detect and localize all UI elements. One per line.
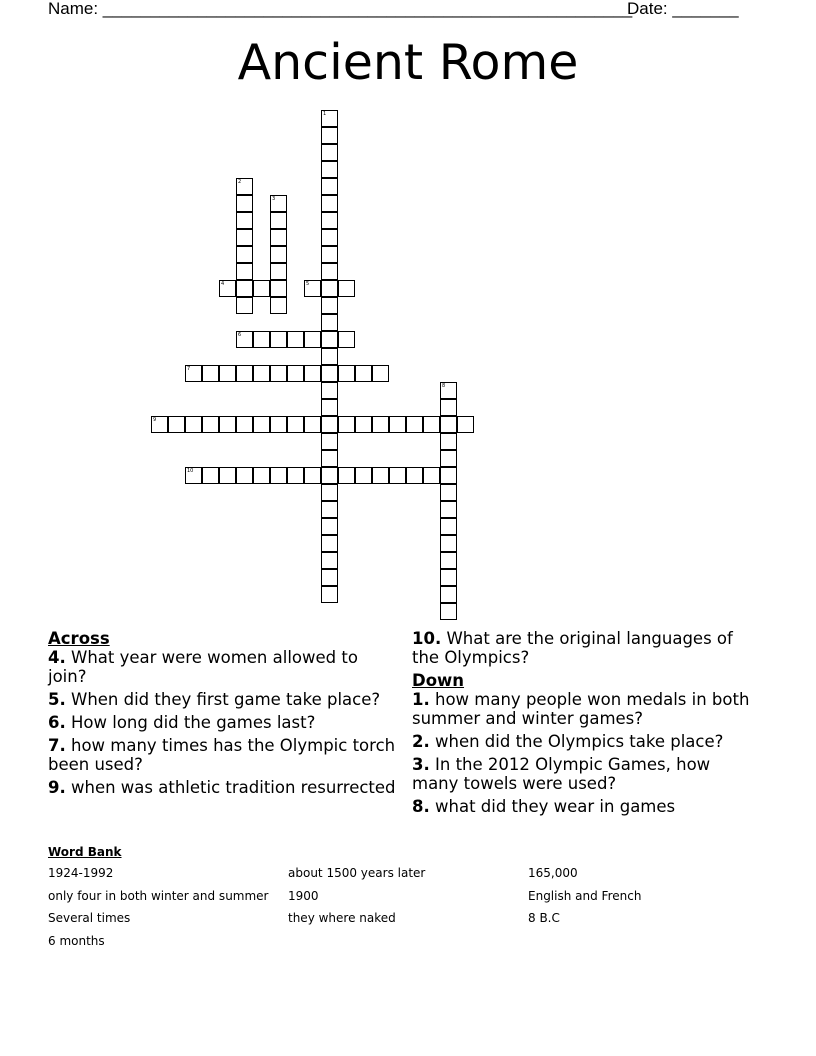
crossword-cell[interactable] bbox=[304, 416, 321, 433]
crossword-cell[interactable] bbox=[355, 467, 372, 484]
crossword-cell[interactable] bbox=[304, 365, 321, 382]
crossword-cell[interactable] bbox=[270, 195, 287, 212]
crossword-cell[interactable] bbox=[321, 195, 338, 212]
crossword-cell[interactable] bbox=[355, 416, 372, 433]
crossword-cell[interactable] bbox=[202, 416, 219, 433]
crossword-cell[interactable] bbox=[321, 331, 338, 348]
crossword-cell[interactable] bbox=[321, 535, 338, 552]
crossword-cell[interactable] bbox=[440, 416, 457, 433]
crossword-cell[interactable] bbox=[440, 552, 457, 569]
word-bank-item: 1900 bbox=[288, 889, 319, 903]
word-bank-item: 165,000 bbox=[528, 866, 578, 880]
crossword-cell[interactable] bbox=[355, 365, 372, 382]
crossword-cell[interactable] bbox=[440, 382, 457, 399]
word-bank-item: 8 B.C bbox=[528, 911, 560, 925]
crossword-cell[interactable] bbox=[270, 229, 287, 246]
crossword-cell[interactable] bbox=[338, 280, 355, 297]
clue-down-8 bbox=[412, 797, 752, 816]
crossword-cell[interactable] bbox=[287, 467, 304, 484]
crossword-cell[interactable] bbox=[372, 416, 389, 433]
crossword-cell[interactable] bbox=[219, 416, 236, 433]
crossword-cell[interactable] bbox=[338, 331, 355, 348]
clue-across-10 bbox=[412, 629, 752, 667]
crossword-cell[interactable] bbox=[406, 467, 423, 484]
crossword-cell[interactable] bbox=[202, 467, 219, 484]
crossword-cell[interactable] bbox=[423, 416, 440, 433]
clue-number: 6. bbox=[48, 713, 66, 732]
crossword-cell[interactable] bbox=[236, 297, 253, 314]
crossword-cell[interactable] bbox=[270, 467, 287, 484]
crossword-cell[interactable] bbox=[236, 229, 253, 246]
crossword-cell[interactable] bbox=[321, 467, 338, 484]
crossword-cell[interactable] bbox=[321, 280, 338, 297]
word-bank-item: English and French bbox=[528, 889, 642, 903]
crossword-cell[interactable] bbox=[440, 501, 457, 518]
crossword-cell[interactable] bbox=[202, 365, 219, 382]
clue-text: how many times has the Olympic torch been used? bbox=[48, 736, 396, 774]
cell-number: 5 bbox=[306, 281, 310, 287]
crossword-cell[interactable] bbox=[270, 331, 287, 348]
crossword-cell[interactable] bbox=[236, 212, 253, 229]
clue-number: 10. bbox=[412, 629, 442, 648]
crossword-cell[interactable] bbox=[185, 365, 202, 382]
clue-text: when did the Olympics take place? bbox=[435, 732, 724, 751]
crossword-cell[interactable] bbox=[219, 467, 236, 484]
cell-number: 9 bbox=[153, 417, 157, 423]
crossword-cell[interactable] bbox=[321, 144, 338, 161]
clue-across-5 bbox=[48, 690, 398, 709]
crossword-cell[interactable] bbox=[321, 365, 338, 382]
crossword-cell[interactable] bbox=[457, 416, 474, 433]
crossword-cell[interactable] bbox=[406, 416, 423, 433]
crossword-cell[interactable] bbox=[253, 331, 270, 348]
crossword-cell[interactable] bbox=[270, 263, 287, 280]
crossword-cell[interactable] bbox=[236, 467, 253, 484]
crossword-cell[interactable] bbox=[185, 416, 202, 433]
crossword-cell[interactable] bbox=[270, 297, 287, 314]
crossword-cell[interactable] bbox=[236, 195, 253, 212]
crossword-cell[interactable] bbox=[321, 552, 338, 569]
clue-across-4 bbox=[48, 648, 398, 686]
crossword-cell[interactable] bbox=[321, 314, 338, 331]
clue-text: How long did the games last? bbox=[71, 713, 316, 732]
crossword-cell[interactable] bbox=[304, 280, 321, 297]
crossword-cell[interactable] bbox=[236, 263, 253, 280]
crossword-cell[interactable] bbox=[321, 399, 338, 416]
down-heading: Down bbox=[412, 671, 465, 690]
crossword-cell[interactable] bbox=[321, 161, 338, 178]
clue-number: 2. bbox=[412, 732, 430, 751]
crossword-cell[interactable] bbox=[185, 467, 202, 484]
crossword-cell[interactable] bbox=[321, 518, 338, 535]
clue-text: what did they wear in games bbox=[435, 797, 676, 816]
crossword-cell[interactable] bbox=[321, 484, 338, 501]
clue-down-2 bbox=[412, 732, 752, 751]
crossword-cell[interactable] bbox=[236, 365, 253, 382]
cell-number: 4 bbox=[221, 281, 225, 287]
page-title: Ancient Rome bbox=[237, 34, 579, 91]
crossword-cell[interactable] bbox=[440, 603, 457, 620]
clue-number: 4. bbox=[48, 648, 66, 667]
crossword-cell[interactable] bbox=[321, 297, 338, 314]
clue-number: 8. bbox=[412, 797, 430, 816]
crossword-cell[interactable] bbox=[440, 518, 457, 535]
crossword-cell[interactable] bbox=[423, 467, 440, 484]
crossword-cell[interactable] bbox=[321, 246, 338, 263]
clue-down-3 bbox=[412, 755, 752, 793]
crossword-cell[interactable] bbox=[440, 433, 457, 450]
crossword-cell[interactable] bbox=[440, 484, 457, 501]
cell-number: 10 bbox=[187, 468, 194, 474]
name-field: Name: ________________________________________________________ bbox=[48, 0, 633, 18]
cell-number: 2 bbox=[238, 179, 242, 185]
word-bank-item: 6 months bbox=[48, 934, 105, 948]
crossword-cell[interactable] bbox=[338, 416, 355, 433]
crossword-cell[interactable] bbox=[440, 586, 457, 603]
clue-text: how many people won medals in both summer and winter games? bbox=[412, 690, 750, 728]
crossword-cell[interactable] bbox=[270, 416, 287, 433]
word-bank-item: only four in both winter and summer bbox=[48, 889, 269, 903]
crossword-cell[interactable] bbox=[321, 212, 338, 229]
clues-left-column bbox=[48, 629, 398, 801]
crossword-cell[interactable] bbox=[151, 416, 168, 433]
word-bank-item: about 1500 years later bbox=[288, 866, 426, 880]
clue-text: In the 2012 Olympic Games, how many towels were used? bbox=[412, 755, 711, 793]
cell-number: 8 bbox=[442, 383, 446, 389]
across-heading: Across bbox=[48, 629, 110, 648]
crossword-cell[interactable] bbox=[338, 365, 355, 382]
word-bank-item: 1924-1992 bbox=[48, 866, 114, 880]
crossword-cell[interactable] bbox=[253, 280, 270, 297]
cell-number: 7 bbox=[187, 366, 191, 372]
crossword-cell[interactable] bbox=[389, 467, 406, 484]
crossword-cell[interactable] bbox=[253, 416, 270, 433]
clue-number: 7. bbox=[48, 736, 66, 755]
word-bank-title: Word Bank bbox=[48, 845, 122, 859]
crossword-cell[interactable] bbox=[338, 467, 355, 484]
crossword-cell[interactable] bbox=[321, 127, 338, 144]
clue-number: 5. bbox=[48, 690, 66, 709]
crossword-cell[interactable] bbox=[304, 331, 321, 348]
crossword-cell[interactable] bbox=[321, 450, 338, 467]
crossword-cell[interactable] bbox=[219, 280, 236, 297]
crossword-cell[interactable] bbox=[321, 178, 338, 195]
crossword-cell[interactable] bbox=[321, 110, 338, 127]
crossword-cell[interactable] bbox=[253, 467, 270, 484]
crossword-cell[interactable] bbox=[372, 365, 389, 382]
crossword-cell[interactable] bbox=[321, 569, 338, 586]
crossword-cell[interactable] bbox=[389, 416, 406, 433]
cell-number: 6 bbox=[238, 332, 242, 338]
crossword-cell[interactable] bbox=[440, 399, 457, 416]
crossword-cell[interactable] bbox=[236, 246, 253, 263]
crossword-cell[interactable] bbox=[236, 178, 253, 195]
clues-right-column bbox=[412, 629, 752, 820]
crossword-cell[interactable] bbox=[236, 416, 253, 433]
clue-across-7 bbox=[48, 736, 398, 774]
crossword-cell[interactable] bbox=[168, 416, 185, 433]
word-bank-item: Several times bbox=[48, 911, 131, 925]
crossword-cell[interactable] bbox=[236, 331, 253, 348]
crossword-cell[interactable] bbox=[270, 365, 287, 382]
clue-across-6 bbox=[48, 713, 398, 732]
crossword-cell[interactable] bbox=[270, 246, 287, 263]
crossword-cell[interactable] bbox=[440, 450, 457, 467]
crossword-cell[interactable] bbox=[321, 501, 338, 518]
crossword-cell[interactable] bbox=[372, 467, 389, 484]
crossword-cell[interactable] bbox=[321, 586, 338, 603]
crossword-cell[interactable] bbox=[304, 467, 321, 484]
clue-text: What year were women allowed to join? bbox=[48, 648, 358, 686]
clue-text: What are the original languages of the Olympics? bbox=[412, 629, 733, 667]
crossword-cell[interactable] bbox=[287, 416, 304, 433]
word-bank-item: they where naked bbox=[288, 911, 396, 925]
crossword-cell[interactable] bbox=[321, 433, 338, 450]
crossword-cell[interactable] bbox=[321, 348, 338, 365]
crossword-cell[interactable] bbox=[321, 263, 338, 280]
clue-number: 1. bbox=[412, 690, 430, 709]
clue-number: 9. bbox=[48, 778, 66, 797]
clue-number: 3. bbox=[412, 755, 430, 774]
crossword-cell[interactable] bbox=[270, 212, 287, 229]
crossword-cell[interactable] bbox=[321, 416, 338, 433]
cell-number: 1 bbox=[323, 111, 327, 117]
crossword-cell[interactable] bbox=[270, 280, 287, 297]
crossword-cell[interactable] bbox=[287, 365, 304, 382]
crossword-cell[interactable] bbox=[440, 467, 457, 484]
crossword-cell[interactable] bbox=[440, 569, 457, 586]
crossword-cell[interactable] bbox=[236, 280, 253, 297]
crossword-cell[interactable] bbox=[321, 382, 338, 399]
date-field: Date: _______ bbox=[627, 0, 739, 18]
crossword-cell[interactable] bbox=[253, 365, 270, 382]
crossword-cell[interactable] bbox=[219, 365, 236, 382]
crossword-cell[interactable] bbox=[440, 535, 457, 552]
cell-number: 3 bbox=[272, 196, 276, 202]
clue-text: when was athletic tradition resurrected bbox=[71, 778, 396, 797]
clue-text: When did they first game take place? bbox=[71, 690, 381, 709]
clue-across-9 bbox=[48, 778, 398, 797]
crossword-cell[interactable] bbox=[321, 229, 338, 246]
crossword-cell[interactable] bbox=[287, 331, 304, 348]
clue-down-1 bbox=[412, 690, 752, 728]
